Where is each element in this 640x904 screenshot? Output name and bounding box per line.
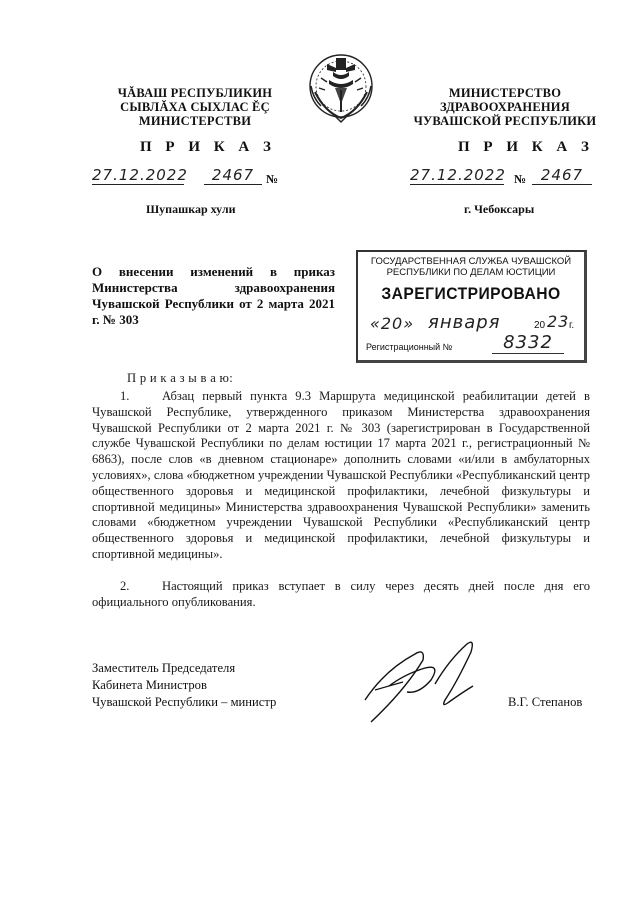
header-right-line2: ЗДРАВООХРАНЕНИЯ: [440, 100, 570, 114]
stamp-day: «20»: [370, 314, 415, 333]
signatory-line3: Чувашской Республики – министр: [92, 695, 277, 709]
header-right-ministry: [410, 86, 600, 128]
signatory-line2: Кабинета Министров: [92, 678, 207, 692]
handwritten-signature: [345, 630, 505, 730]
coat-of-arms-emblem: [297, 42, 385, 124]
registration-stamp: [356, 250, 587, 363]
paragraph-2-number: 2.: [120, 579, 130, 593]
order-subject: О внесении изменений в приказ Министерства здравоохранения Чувашской Республики от 2 марта 2021 г. № 303: [92, 264, 335, 327]
stamp-year-end: г.: [569, 320, 575, 331]
order-date-left: 27.12.2022: [92, 166, 188, 184]
header-right-line1: МИНИСТЕРСТВО: [448, 86, 562, 100]
order-intro: П р и к а з ы в а ю:: [127, 371, 234, 385]
paragraph-1-text: Абзац первый пункта 9.3 Маршрута медицинской реабилитации детей в Чувашской Республике, утвержденного приказом Министерства здравоохранения Чувашской Республики от 2 марта 2021 г. № 303 (зарегистрирован в Государственной службе Чувашской Республики по делам юстиции 17 марта 2021 г., регистрационный № 6863), после слов «в дневном стационаре» дополнить словами «и/или в амбулаторных условиях», слова «бюджетном учреждении Чувашской Республики «Республиканский центр общественного здоровья и медицинской профилактики, лечебной физкультуры и спортивной медицины» Министерства здравоохранения Чувашской Республики» заменить словами «бюджетном учреждении Чувашской Республики «Республиканский центр общественного здоровья и медицинской профилактики, лечебной физкультуры и спортивной медицины».: [92, 389, 590, 561]
header-left-ministry: [100, 86, 290, 128]
header-right-line3: ЧУВАШСКОЙ РЕСПУБЛИКИ: [413, 114, 597, 128]
header-left-line2: СЫВЛĂХА СЫХЛАС ĔÇ: [120, 100, 270, 114]
number-sign-left: №: [266, 172, 279, 186]
stamp-status: ЗАРЕГИСТРИРОВАНО: [381, 284, 561, 303]
prikaz-title-right: П Р И К А З: [458, 139, 594, 155]
signatory-name: В.Г. Степанов: [508, 695, 583, 709]
prikaz-title-left: П Р И К А З: [140, 139, 276, 155]
order-date-right: 27.12.2022: [410, 166, 506, 184]
paragraph-1-number: 1.: [120, 389, 130, 403]
city-left: Шупашкар хули: [146, 202, 236, 216]
stamp-reg-label: Регистрационный №: [366, 342, 453, 352]
header-left-line3: МИНИСТЕРСТВИ: [138, 114, 252, 128]
stamp-organization: ГОСУДАРСТВЕННАЯ СЛУЖБА ЧУВАШСКОЙ РЕСПУБЛИКИ ПО ДЕЛАМ ЮСТИЦИИ: [370, 256, 572, 278]
order-number-right: 2467: [532, 166, 592, 185]
paragraph-2-text: Настоящий приказ вступает в силу через десять дней после дня его официального опубликования.: [92, 579, 590, 609]
city-right: г. Чебоксары: [464, 202, 535, 216]
stamp-reg-row: [366, 332, 578, 356]
stamp-year-suffix: 23: [547, 312, 570, 331]
signatory-line1: Заместитель Председателя: [92, 661, 236, 675]
signatory-position: [92, 660, 276, 711]
stamp-reg-number: 8332: [492, 332, 564, 354]
stamp-year-prefix: 20: [534, 320, 546, 331]
header-left-line1: ЧĂВАШ РЕСПУБЛИКИН: [117, 86, 273, 100]
stamp-month: января: [428, 312, 501, 333]
paragraph-1: [92, 389, 590, 563]
paragraph-2: [92, 579, 590, 611]
order-number-left: 2467: [204, 166, 262, 185]
number-sign-right: №: [514, 172, 527, 186]
